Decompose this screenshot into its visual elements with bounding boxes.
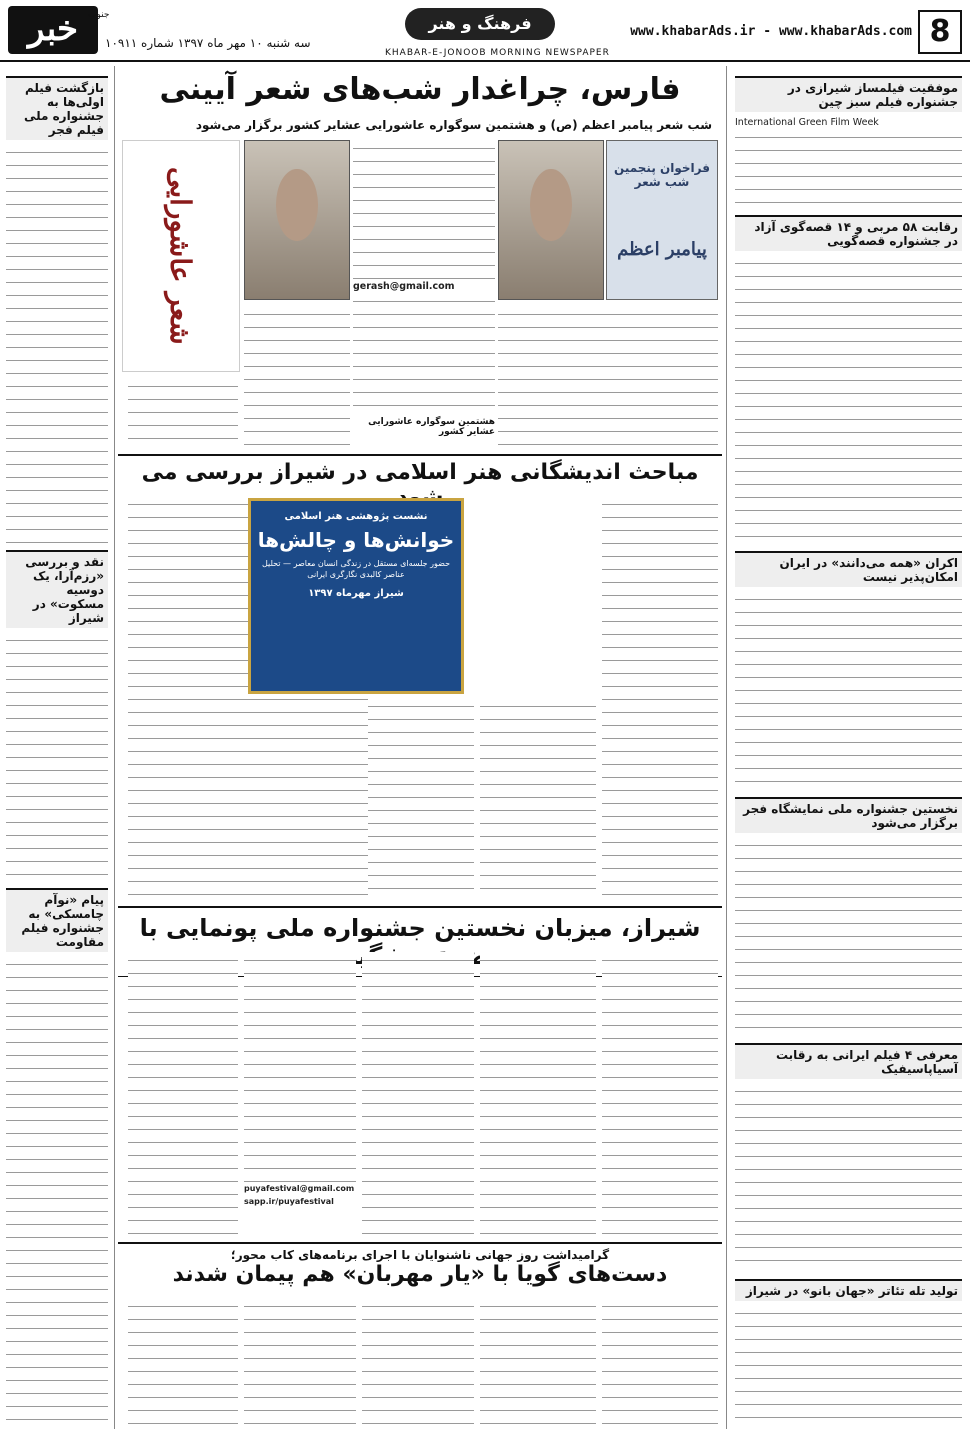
right-column	[726, 66, 970, 1429]
story-2-col-mid2	[362, 698, 474, 900]
right-title-4: نخستین جشنواره ملی نمایشگاه فجر برگزار می‌شود	[735, 797, 962, 833]
article-text	[735, 1083, 962, 1273]
article-text	[128, 378, 238, 446]
article-text	[480, 1298, 596, 1426]
article-text	[602, 1298, 718, 1426]
story-4-col-2	[480, 1298, 596, 1426]
story-3-col-4	[244, 952, 356, 1234]
article-text	[244, 306, 350, 446]
article-text	[602, 496, 718, 900]
article-text	[6, 956, 108, 1429]
article-text	[735, 255, 962, 545]
headline-story-3: شیراز، میزبان نخستین جشنواره ملی پونمایی با موضوع	[118, 906, 722, 977]
masthead	[0, 0, 970, 62]
right-title-5: معرفی ۴ فیلم ایرانی به رقابت آسیاپاسیفیک	[735, 1043, 962, 1079]
section-subtitle: KHABAR-E-JONOOB MORNING NEWSPAPER	[385, 48, 610, 58]
article-text	[6, 632, 108, 882]
article-text	[480, 952, 596, 1234]
article-text	[602, 952, 718, 1234]
story-4-col-1	[602, 1298, 718, 1426]
right-title-3: اکران «همه می‌دانند» در ایران امکان‌پذیر نیست	[735, 551, 962, 587]
story-4-col-4	[244, 1298, 356, 1426]
article-text	[362, 952, 474, 1234]
newspaper-logo: خبر	[8, 6, 98, 54]
article-text	[128, 952, 238, 1234]
subhead-story-1: شب شعر پیامبر اعظم (ص) و هشتمین سوگواره عاشورایی عشایر کشور برگزار می‌شود	[195, 118, 712, 132]
article-text	[362, 1298, 474, 1426]
headline-story-2: مباحث اندیشگانی هنر اسلامی در شیراز بررسی می	[118, 454, 722, 510]
story-2-col-mid	[480, 698, 596, 900]
page-number: 8	[918, 10, 962, 54]
article-text	[735, 129, 962, 209]
story-3-col-2	[480, 952, 596, 1234]
article-text	[244, 952, 356, 1182]
contact-email: gerash@gmail.com	[353, 281, 455, 292]
poster-small-text: فراخوان پنجمین شب شعر	[614, 161, 710, 189]
issue-info: سه شنبه ۱۰ مهر ماه ۱۳۹۷ شماره ۱۰۹۱۱	[105, 36, 311, 50]
inline-term: International Green Film Week	[735, 117, 879, 128]
festival-email: puyafestival@gmail.com	[244, 1184, 355, 1193]
kicker-story-4: گرامیداشت روز جهانی ناشنوایان با اجرای برنامه‌های کاب محور؛	[118, 1242, 722, 1262]
calligraphy-image: شعر عاشورایی	[122, 140, 240, 372]
article-text	[353, 140, 495, 280]
headline-story-4: دست‌های گویا با «یار مهربان» هم پیمان شدند	[172, 1262, 668, 1287]
right-title-2: رقابت ۵۸ مربی و ۱۴ قصه‌گوی آزاد در جشنواره قصه‌گویی	[735, 215, 962, 251]
poster-title: پیامبر اعظم	[617, 239, 707, 260]
poet-photo-1	[498, 140, 604, 300]
story-3-col-3	[362, 952, 474, 1234]
left-title-2: نقد و بررسی «رزم‌آرا، یک دوسیه مسکوت» در شیراز	[6, 550, 108, 628]
event-poster	[606, 140, 718, 300]
poet-photo-2	[244, 140, 350, 300]
seminar-poster	[248, 498, 464, 694]
story-2-col-right	[602, 496, 718, 900]
section-tab: فرهنگ و هنر	[405, 8, 555, 40]
story-3-col-5	[128, 952, 238, 1234]
story-1-text-left	[244, 306, 350, 446]
newspaper-logo-sub: جنوب	[88, 10, 110, 20]
article-text	[362, 698, 474, 900]
article-text	[498, 306, 718, 446]
poster2-title: خوانش‌ها و چالش‌ها	[257, 528, 455, 552]
article-text	[244, 1298, 356, 1426]
photo-caption: هشتمین سوگواره عاشورایی عشایر کشور	[368, 417, 495, 437]
article-text	[353, 293, 495, 413]
story-1-text-right	[498, 306, 718, 446]
story-1-text-mid	[128, 378, 238, 446]
story-4-col-5	[128, 1298, 238, 1426]
article-text	[735, 1305, 962, 1429]
story-3-col-1	[602, 952, 718, 1234]
story-1-col-a	[353, 140, 495, 440]
right-title-6: تولید تله تئاتر «جهان بانو» در شیراز	[735, 1279, 962, 1301]
article-text	[735, 837, 962, 1037]
poster2-body: حضور جلسه‌ای مستقل در زندگی انسان معاصر — تحلیل عناصر کالبدی نگارگری ایرانی	[261, 559, 451, 579]
left-title-3: پیام «نوآم چامسکی» به جشنواره فیلم مقاومت	[6, 888, 108, 952]
article-text	[128, 1298, 238, 1426]
headline-story-1: فارس، چراغدار شب‌های شعر آیینی	[159, 72, 681, 107]
main-content	[118, 66, 722, 1429]
article-text	[6, 144, 108, 544]
right-title-1: موفقیت فیلمساز شیرازی در جشنواره فیلم سبز چین	[735, 76, 962, 112]
article-text	[735, 591, 962, 791]
festival-social: sapp.ir/puyafestival	[244, 1197, 334, 1206]
story-4-col-3	[362, 1298, 474, 1426]
article-text	[480, 698, 596, 900]
website-url[interactable]: www.khabarAds.ir - www.khabarAds.com	[630, 24, 912, 39]
poster2-kicker: نشست پژوهشی هنر اسلامی	[284, 511, 428, 522]
left-title-1: بازگشت فیلم اولی‌ها به جشنواره ملی فیلم فجر	[6, 76, 108, 140]
poster2-date: شیراز مهرماه ۱۳۹۷	[308, 588, 404, 599]
left-column	[0, 66, 115, 1429]
